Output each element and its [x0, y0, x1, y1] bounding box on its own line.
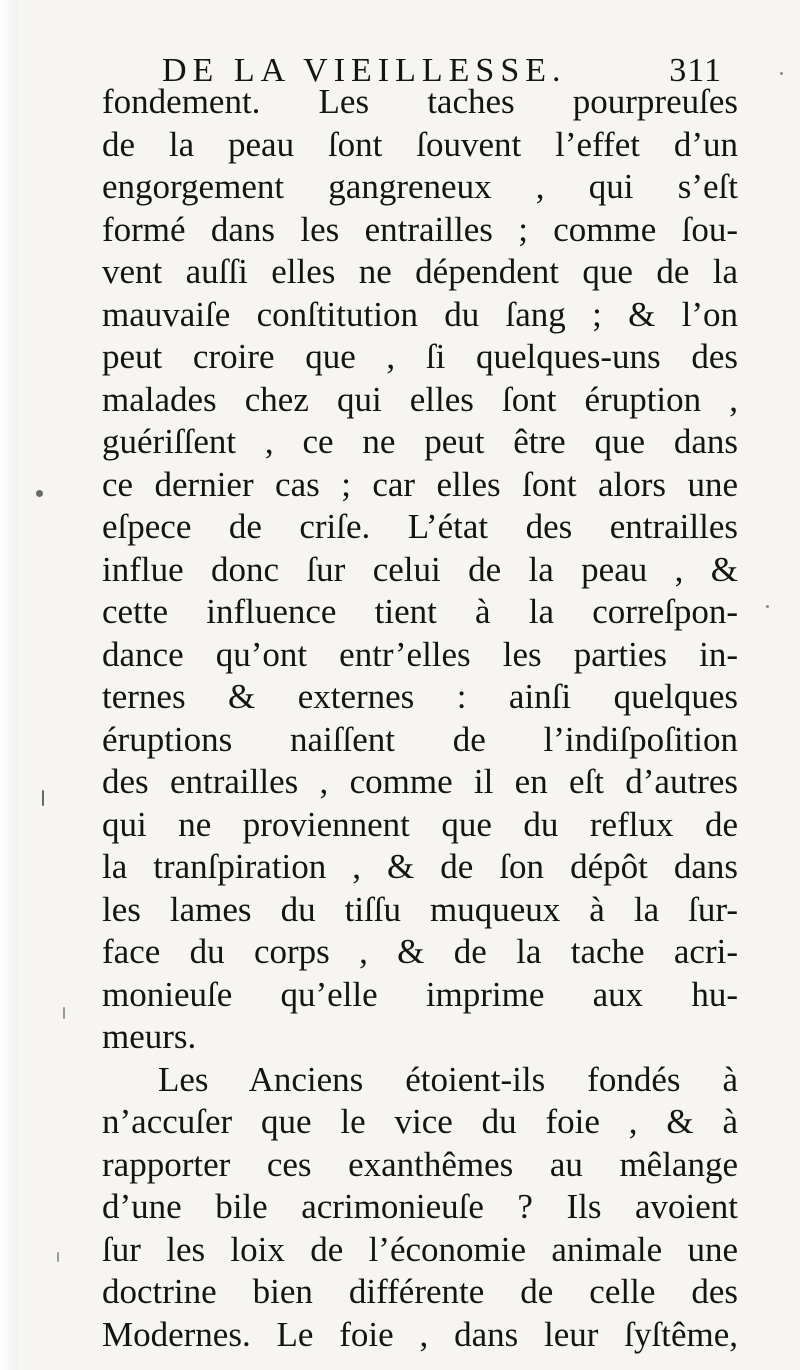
ink-speck — [42, 790, 44, 806]
text-line: peut croire que , ſi quelques-uns des — [102, 337, 738, 376]
text-line: les lames du tiſſu muqueux à la ſur- — [102, 889, 738, 929]
text-line: cette influence tient à la correſpon- — [102, 592, 738, 631]
text-line: d’une bile acrimonieuſe ? Ils avoient — [102, 1187, 738, 1226]
text-line: qui ne proviennent que du reflux de — [102, 804, 738, 844]
text-line: vent auſſi elles ne dépendent que de la — [102, 252, 738, 291]
text-line: rapporter ces exanthêmes au mêlange — [102, 1144, 738, 1184]
text-line: des entrailles , comme il en eſt d’autres — [102, 762, 738, 801]
text-line: mauvaiſe conſtitution du ſang ; & l’on — [102, 294, 738, 334]
text-line: dance qu’ont entr’elles les parties in- — [102, 634, 738, 674]
text-line: influe donc ſur celui de la peau , & — [102, 549, 738, 589]
text-line: malades chez qui elles ſont éruption , — [102, 379, 738, 419]
text-line: ternes & externes : ainſi quelques — [102, 677, 738, 716]
text-line: Modernes. Le foie , dans leur ſyſtême, — [102, 1314, 738, 1354]
text-line: fondement. Les taches pourpreuſes — [102, 82, 738, 121]
text-line: eſpece de criſe. L’état des entrailles — [102, 507, 738, 546]
text-line: éruptions naiſſent de l’indiſpoſition — [102, 719, 738, 759]
text-line: de la peau ſont ſouvent l’effet d’un — [102, 124, 738, 164]
ink-speck — [36, 490, 43, 497]
page-number: 311 — [669, 52, 722, 89]
text-line: doctrine bien différente de celle des — [102, 1272, 738, 1311]
text-line: ſur les loix de l’économie animale une — [102, 1229, 738, 1269]
ink-speck — [766, 605, 769, 608]
text-line: monieuſe qu’elle imprime aux hu- — [102, 974, 738, 1014]
text-line: engorgement gangreneux , qui s’eſt — [102, 167, 738, 206]
text-line: formé dans les entrailles ; comme ſou- — [102, 209, 738, 249]
paragraph-end-line: meurs. — [102, 1017, 197, 1056]
paragraph-first-line: Les Anciens étoient-ils fondés à — [158, 1059, 738, 1099]
ink-speck — [63, 1007, 65, 1019]
ink-speck — [780, 72, 783, 75]
text-line: face du corps , & de la tache acri- — [102, 932, 738, 971]
text-line: la tranſpiration , & de ſon dépôt dans — [102, 847, 738, 886]
text-line: guériſſent , ce ne peut être que dans — [102, 422, 738, 461]
page-edge — [0, 0, 18, 1370]
ink-speck — [57, 1252, 59, 1262]
body-text — [102, 81, 738, 1356]
text-line: ce dernier cas ; car elles ſont alors une — [102, 464, 738, 504]
text-line: n’accuſer que le vice du foie , & à — [102, 1102, 738, 1141]
running-title: DE LA VIEILLESSE. — [162, 52, 567, 89]
